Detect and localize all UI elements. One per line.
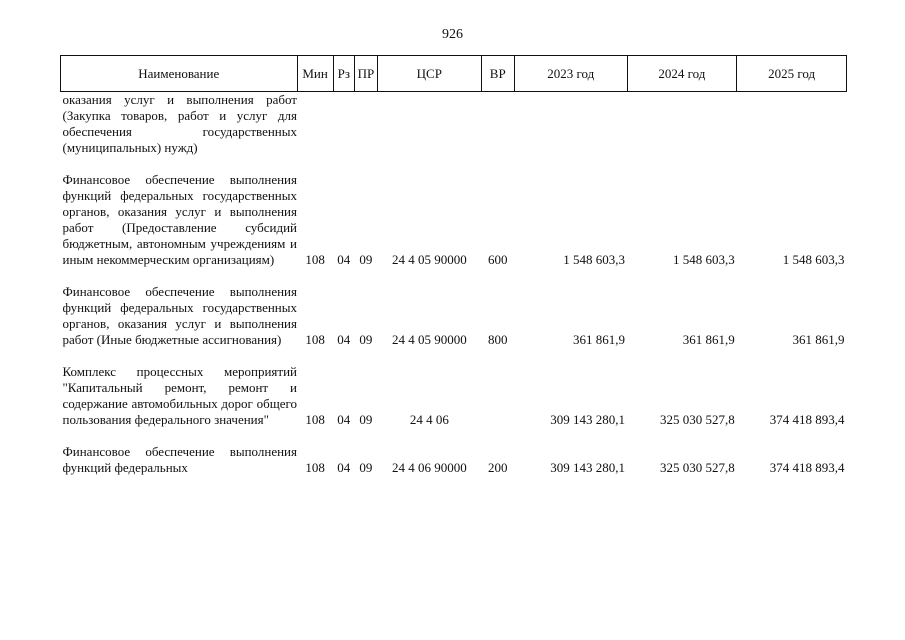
row-2025: 1 548 603,3 [782,252,845,267]
row-pr: 09 [359,412,373,427]
row-name: Финансовое обеспечение выполнения функций федеральных государственных органов, оказания услуг и выполнения работ (Предоставление субсидий бюджетным, автономным учреждениям и иным некоммерческим организациям) [62,172,297,267]
col-header-2023: 2023 год [514,56,627,92]
row-csr: 24 4 06 [409,412,449,427]
row-csr: 24 4 06 90000 [391,460,467,475]
budget-table [60,55,847,476]
row-2025 [737,92,847,157]
row-pr [354,92,377,157]
col-header-csr: ЦСР [377,56,481,92]
row-2023: 361 861,9 [573,332,626,347]
row-2023: 1 548 603,3 [563,252,626,267]
row-pr: 09 [359,332,373,347]
row-pr: 09 [359,460,373,475]
row-name: Финансовое обеспечение выполнения функций федеральных государственных органов, оказания услуг и выполнения работ (Иные бюджетные ассигнования) [62,284,297,347]
row-2025: 374 418 893,4 [769,460,845,475]
row-min: 108 [305,332,325,347]
row-csr: 24 4 05 90000 [391,252,467,267]
table-row [61,92,847,157]
page-number: 926 [442,27,463,42]
table-row [61,156,847,268]
row-vr [481,92,514,157]
row-vr: 800 [487,332,508,347]
col-header-rz: Рз [333,56,354,92]
col-header-name: Наименование [61,56,298,92]
row-name: оказания услуг и выполнения работ (Закупка товаров, работ и услуг для обеспечения государственных (муниципальных) нужд) [62,92,297,155]
row-rz: 04 [337,332,351,347]
row-2024: 325 030 527,8 [659,412,735,427]
col-header-min: Мин [297,56,333,92]
col-header-pr: ПР [354,56,377,92]
row-name: Комплекс процессных мероприятий "Капитальный ремонт, ремонт и содержание автомобильных дорог общего пользования федерального значения" [62,364,297,427]
col-header-2024: 2024 год [627,56,737,92]
row-vr: 600 [487,252,508,267]
col-header-vr: ВР [481,56,514,92]
row-2025: 361 861,9 [792,332,845,347]
header-row [61,56,847,92]
row-vr: 200 [487,460,508,475]
row-2023: 309 143 280,1 [550,412,626,427]
row-2025: 374 418 893,4 [769,412,845,427]
row-min: 108 [305,460,325,475]
row-rz: 04 [337,252,351,267]
row-min: 108 [305,412,325,427]
table-row [61,348,847,428]
row-2024: 361 861,9 [682,332,735,347]
row-pr: 09 [359,252,373,267]
row-min [297,92,333,157]
col-header-2025: 2025 год [737,56,847,92]
row-vr [481,348,514,428]
table-row [61,268,847,348]
row-2024: 325 030 527,8 [659,460,735,475]
row-rz: 04 [337,460,351,475]
table-row [61,428,847,476]
row-csr [377,92,481,157]
row-name: Финансовое обеспечение выполнения функций федеральных [62,444,297,475]
row-2024 [627,92,737,157]
row-rz [333,92,354,157]
row-2024: 1 548 603,3 [672,252,735,267]
row-csr: 24 4 05 90000 [391,332,467,347]
row-rz: 04 [337,412,351,427]
row-min: 108 [305,252,325,267]
row-2023: 309 143 280,1 [550,460,626,475]
row-2023 [514,92,627,157]
